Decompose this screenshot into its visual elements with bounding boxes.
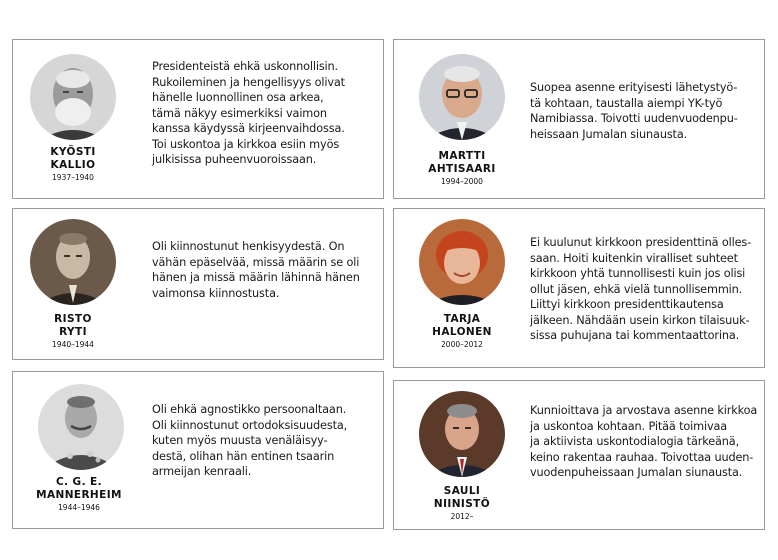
name-mannerheim <box>24 476 134 513</box>
text-line: ja uskontoa kohtaan. Pitää toimivaa <box>530 419 728 433</box>
description-niinisto <box>530 403 757 481</box>
description-halonen <box>530 235 751 344</box>
text-line: Kunnioittava ja arvostava asenne kirkkoa <box>530 404 758 417</box>
portrait-niinisto <box>419 391 505 477</box>
text-line: Oli ehkä agnostikko persoonaltaan. <box>152 403 347 416</box>
text-line: Suopea asenne erityisesti lähetystyö- <box>530 81 738 94</box>
name-niinisto <box>407 485 517 522</box>
term-years: 1937–1940 <box>52 173 94 182</box>
description-ahtisaari <box>530 80 738 142</box>
text-line: vaimonsa kiinnostusta. <box>152 286 280 300</box>
portrait-mannerheim <box>38 384 124 470</box>
portrait-ahtisaari-image <box>419 54 505 140</box>
last-name: KALLIO <box>50 159 96 171</box>
text-line: sissa puhujana tai kommentaattorina. <box>530 329 740 342</box>
portrait-ryti <box>30 219 116 305</box>
card-halonen <box>393 208 765 368</box>
text-line: Namibiassa. Toivotti uudenvuodenpu- <box>530 112 738 125</box>
first-name: RISTO <box>54 313 92 325</box>
text-line: Ei kuulunut kirkkoon presidenttinä olles- <box>530 236 752 249</box>
portrait-ryti-image <box>30 219 116 305</box>
text-line: Rukoileminen ja hengellisyys olivat <box>152 75 345 89</box>
last-name: HALONEN <box>432 326 492 338</box>
first-name: KYÖSTI <box>50 146 96 158</box>
text-line: kuten myös muusta venäläisyy- <box>152 434 328 447</box>
last-name: RYTI <box>59 326 87 338</box>
last-name: MANNERHEIM <box>36 489 122 501</box>
portrait-mannerheim-image <box>38 384 124 470</box>
description-ryti <box>152 239 360 301</box>
description-mannerheim <box>152 402 347 480</box>
card-ahtisaari <box>393 39 765 199</box>
portrait-kallio-image <box>30 54 116 140</box>
text-line: tämä näkyy esimerkiksi vaimon <box>152 106 327 120</box>
text-line: ollut jäsen, ehkä vielä tunnollisemmin. <box>530 282 743 296</box>
text-line: hänen ja missä määrin lähinnä hänen <box>152 271 360 284</box>
portrait-halonen <box>419 219 505 305</box>
text-line: saan. Hoiti kuitenkin viralliset suhteet <box>530 251 738 265</box>
last-name: AHTISAARI <box>428 163 496 175</box>
text-line: heissaan Jumalan siunausta. <box>530 127 688 141</box>
text-line: destä, olihan hän entinen tsaarin <box>152 449 335 463</box>
text-line: vuodenpuheissaan Jumalan siunausta. <box>530 466 743 479</box>
text-line: tä kohtaan, taustalla aiempi YK-työ <box>530 96 723 110</box>
portrait-ahtisaari <box>419 54 505 140</box>
portrait-halonen-image <box>419 219 505 305</box>
name-kallio <box>18 146 128 183</box>
portrait-kallio <box>30 54 116 140</box>
card-ryti <box>12 208 384 360</box>
description-kallio <box>152 59 345 168</box>
name-halonen <box>407 313 517 350</box>
text-line: vähän epäselvää, missä määrin se oli <box>152 255 360 269</box>
portrait-niinisto-image <box>419 391 505 477</box>
text-line: keino rakentaa rauhaa. Toivottaa uuden- <box>530 450 754 464</box>
text-line: Oli kiinnostunut ortodoksisuudesta, <box>152 418 348 432</box>
card-kallio <box>12 39 384 199</box>
text-line: hänelle luonnollinen osa arkea, <box>152 91 324 104</box>
text-line: Presidenteistä ehkä uskonnollisin. <box>152 60 338 73</box>
term-years: 1994–2000 <box>441 177 483 186</box>
first-name: MARTTI <box>438 150 486 162</box>
text-line: julkisissa puheenvuoroissaan. <box>152 153 317 166</box>
text-line: kanssa käydyssä kirjeenvaihdossa. <box>152 122 345 135</box>
term-years: 2000–2012 <box>441 340 483 349</box>
card-mannerheim <box>12 371 384 529</box>
last-name: NIINISTÖ <box>433 498 491 510</box>
term-years: 1944–1946 <box>58 503 100 512</box>
first-name: C. G. E. <box>56 476 102 488</box>
first-name: TARJA <box>443 313 481 325</box>
term-years: 2012– <box>450 512 474 521</box>
card-niinisto <box>393 380 765 530</box>
text-line: jälkeen. Nähdään usein kirkon tilaisuuk- <box>530 313 750 327</box>
name-ryti <box>18 313 128 350</box>
term-years: 1940–1944 <box>52 340 94 349</box>
text-line: kirkkoon yhtä tunnollisesti kuin jos olisi <box>530 267 746 280</box>
text-line: ja aktiivista uskontodialogia tärkeänä, <box>530 435 740 448</box>
text-line: Toi uskontoa ja kirkkoa esiin myös <box>152 137 340 151</box>
text-line: Oli kiinnostunut henkisyydestä. On <box>152 240 345 253</box>
text-line: armeijan kenraali. <box>152 465 252 478</box>
text-line: Liittyi kirkkoon presidenttikautensa <box>530 298 724 311</box>
first-name: SAULI <box>443 485 481 497</box>
name-ahtisaari <box>407 150 517 187</box>
